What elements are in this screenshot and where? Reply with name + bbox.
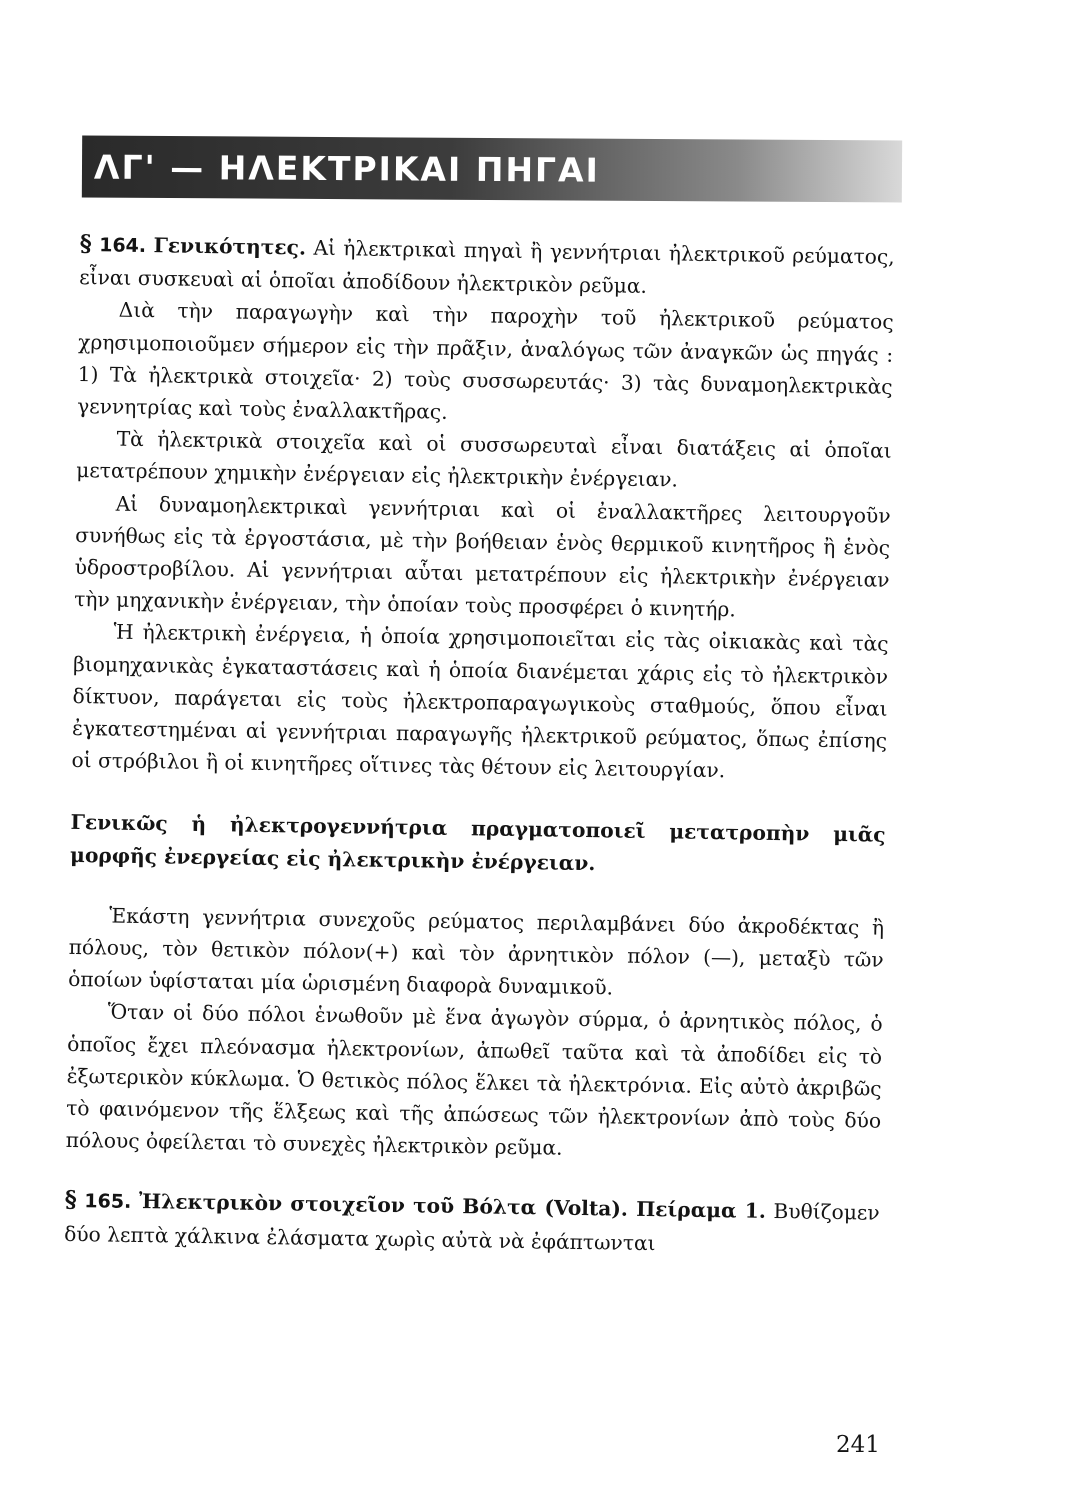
section-number: 164. [99, 234, 147, 258]
section-165-paragraph [64, 1184, 880, 1262]
section-number: 165. [84, 1190, 132, 1214]
emphasis-paragraph: Γενικῶς ἡ ἠλεκτρογεννήτρια πραγματοποιεῖ μετατροπὴν μιᾶς μορφῆς ἐνεργείας εἰς ἠλεκτρικὴν ἐνέργειαν. [69, 810, 886, 875]
section-heading: Γενικότητες. [153, 233, 307, 260]
chapter-title: ΛΓ' — ΗΛΕΚΤΡΙΚΑΙ ΠΗΓΑΙ [93, 147, 600, 190]
paragraph: Ἑκάστη γεννήτρια συνεχοῦς ρεύματος περιλαμβάνει δύο ἀκροδέκτας ἢ πόλους, τὸν θετικὸν πόλον(+) καὶ τὸν ἀρνητικὸν πόλον (—), μεταξὺ τῶν ὁποίων ὑφίσταται μία ὡρισμένη διαφορὰ δυναμικοῦ. [68, 903, 885, 1000]
body-text [64, 228, 895, 1263]
section-mark: § [79, 229, 92, 258]
paragraph: Ἡ ἠλεκτρικὴ ἐνέργεια, ἡ ὁποία χρησιμοποιεῖται εἰς τὰς οἰκιακὰς καὶ τὰς βιομηχανικὰς ἐγκαταστάσεις καὶ ἡ ὁποία διανέμεται χάρις εἰς τὸ ἠλεκτρικὸν δίκτυον, παράγεται εἰς τοὺς ἠλεκτροπαραγωγικοὺς σταθμούς, ὅπου εἶναι ἐγκατεστημέναι αἱ γεννήτριαι παραγωγῆς ἠλεκτρικοῦ ρεύματος, ὅπως ἐπίσης οἱ στρόβιλοι ἢ οἱ κινητῆρες οἵτινες τὰς θέτουν εἰς λειτουργίαν. [71, 620, 889, 783]
paragraph: Τὰ ἠλεκτρικὰ στοιχεῖα καὶ οἱ συσσωρευταὶ εἶναι διατάξεις αἱ ὁποῖαι μετατρέπουν χημικὴν ἐνέργειαν εἰς ἠλεκτρικὴν ἐνέργειαν. [76, 426, 892, 492]
paragraph: Αἱ δυναμοηλεκτρικαὶ γεννήτριαι καὶ οἱ ἐναλλακτῆρες λειτουργοῦν συνήθως εἰς τὰ ἐργοστάσια, μὲ τὴν βοήθειαν ἑνὸς θερμικοῦ κινητῆρος ἢ ἑνὸς ὑδροστροβίλου. Αἱ γεννήτριαι αὗται μετατρέπουν εἰς ἠλεκτρικὴν ἐνέργειαν τὴν μηχανικὴν ἐνέργειαν, τὴν ὁποίαν τοὺς προσφέρει ὁ κινητήρ. [73, 491, 891, 622]
section-heading: Ἠλεκτρικὸν στοιχεῖον τοῦ Βόλτα (Volta). Πείραμα 1. [138, 1189, 767, 1224]
section-lead: Αἱ ἠλεκτρικαὶ πηγαὶ ἢ γεννήτριαι ἠλεκτρικοῦ ρεύματος, εἶναι συσκευαὶ αἱ ὁποῖαι ἀποδίδουν ἠλεκτρικὸν ρεῦμα. [79, 235, 895, 299]
paragraph: Διὰ τὴν παραγωγὴν καὶ τὴν παροχὴν τοῦ ἠλεκτρικοῦ ρεύματος χρησιμοποιοῦμεν σήμερον εἰς τὴν πρᾶξιν, ἀναλόγως τῶν ἀναγκῶν ὡς πηγάς : 1) Τὰ ἠλεκτρικὰ στοιχεῖα· 2) τοὺς συσσωρευτάς· 3) τὰς δυναμοηλεκτρικὰς γεννητρίας καὶ τοὺς ἐναλλακτῆρας. [77, 298, 894, 424]
paragraph: Ὅταν οἱ δύο πόλοι ἑνωθοῦν μὲ ἕνα ἀγωγὸν σύρμα, ὁ ἀρνητικὸς πόλος, ὁ ὁποῖος ἔχει πλεόνασμα ἠλεκτρονίων, ἀπωθεῖ ταῦτα καὶ τὰ ἀποδίδει εἰς τὸ ἐξωτερικὸν κύκλωμα. Ὁ θετικὸς πόλος ἕλκει τὰ ἠλεκτρόνια. Εἰς αὐτὸ ἀκριβῶς τὸ φαινόμενον τῆς ἕλξεως καὶ τῆς ἀπώσεως τῶν ἠλεκτρονίων ἀπὸ τοὺς δύο πόλους ὀφείλεται τὸ συνεχὲς ἠλεκτρικὸν ρεῦμα. [65, 1000, 883, 1160]
section-mark: § [64, 1186, 77, 1214]
page-number: 241 [836, 1432, 880, 1458]
chapter-header-band [82, 135, 902, 202]
section-text: Βυθίζομεν δύο λεπτὰ χάλκινα ἐλάσματα χωρὶς αὐτὰ νὰ ἐφάπτωνται [64, 1199, 880, 1255]
